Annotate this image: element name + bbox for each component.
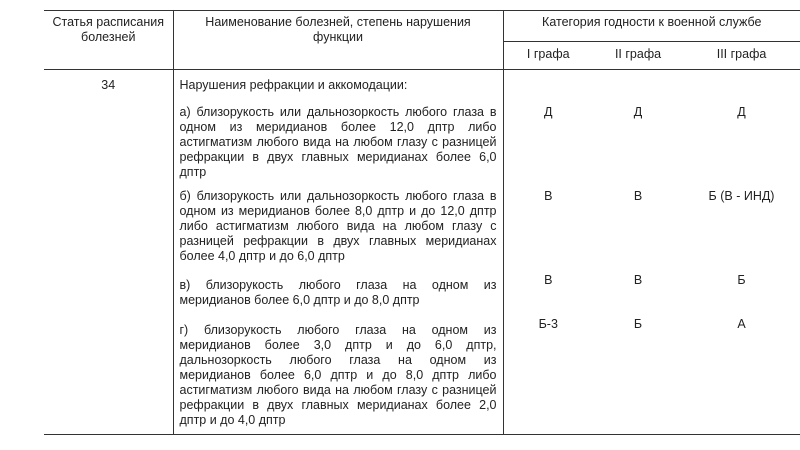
table-row bbox=[44, 70, 800, 435]
article-number: 34 bbox=[44, 70, 173, 435]
grade-column-2 bbox=[593, 70, 683, 435]
grade-column-3 bbox=[683, 70, 800, 435]
header-column-3: III графа bbox=[683, 42, 800, 70]
grade-value: Д bbox=[633, 105, 643, 119]
grade-value: А bbox=[737, 317, 746, 331]
header-disease-name: Наименование болезней, степень нарушения функции bbox=[173, 11, 503, 70]
list-item: а) близорукость или дальнозоркость любого глаза в одном из меридианов более 12,0 дптр либо астигматизм любого вида на любом глазу с разницей рефракции в двух главных меридианах более 6,0 дптр bbox=[179, 105, 497, 179]
list-item: б) близорукость или дальнозоркость любого глаза в одном из меридианов более 8,0 дптр и до 12,0 дптр либо астигматизм любого вида на любом глазу с разницей рефракции в двух главных меридианах более 4,0 дптр и до 6,0 дптр bbox=[179, 189, 497, 263]
grade-value: Б bbox=[737, 273, 746, 287]
list-item: в) близорукость любого глаза на одном из меридианов более 6,0 дптр и до 8,0 дптр bbox=[179, 278, 497, 307]
grade-column-1 bbox=[503, 70, 593, 435]
header-column-1: I графа bbox=[503, 42, 593, 70]
disease-description bbox=[173, 70, 503, 435]
grade-value: Б-3 bbox=[538, 317, 558, 331]
grade-value: Б (В - ИНД) bbox=[708, 189, 775, 203]
header-fitness-category: Категория годности к военной службе bbox=[503, 11, 800, 42]
header-article: Статья расписания болезней bbox=[44, 11, 173, 70]
grade-value: В bbox=[544, 189, 553, 203]
grade-value: Д bbox=[737, 105, 746, 119]
grade-value: Д bbox=[544, 105, 553, 119]
header-column-2: II графа bbox=[593, 42, 683, 70]
grade-value: В bbox=[633, 273, 643, 287]
grade-value: В bbox=[544, 273, 553, 287]
disease-title: Нарушения рефракции и аккомодации: bbox=[179, 78, 408, 92]
list-item: г) близорукость любого глаза на одном из меридианов более 3,0 дптр и до 6,0 дптр, дальнозоркость любого глаза на одном из меридианов более 6,0 дптр и до 8,0 дптр либо астигматизм любого вида на любом глазу с разницей рефракции в двух главных меридианах более 2,0 дптр и до 4,0 дптр bbox=[179, 323, 497, 427]
grade-value: Б bbox=[633, 317, 643, 331]
grade-value: В bbox=[633, 189, 643, 203]
fitness-category-table bbox=[44, 10, 800, 435]
